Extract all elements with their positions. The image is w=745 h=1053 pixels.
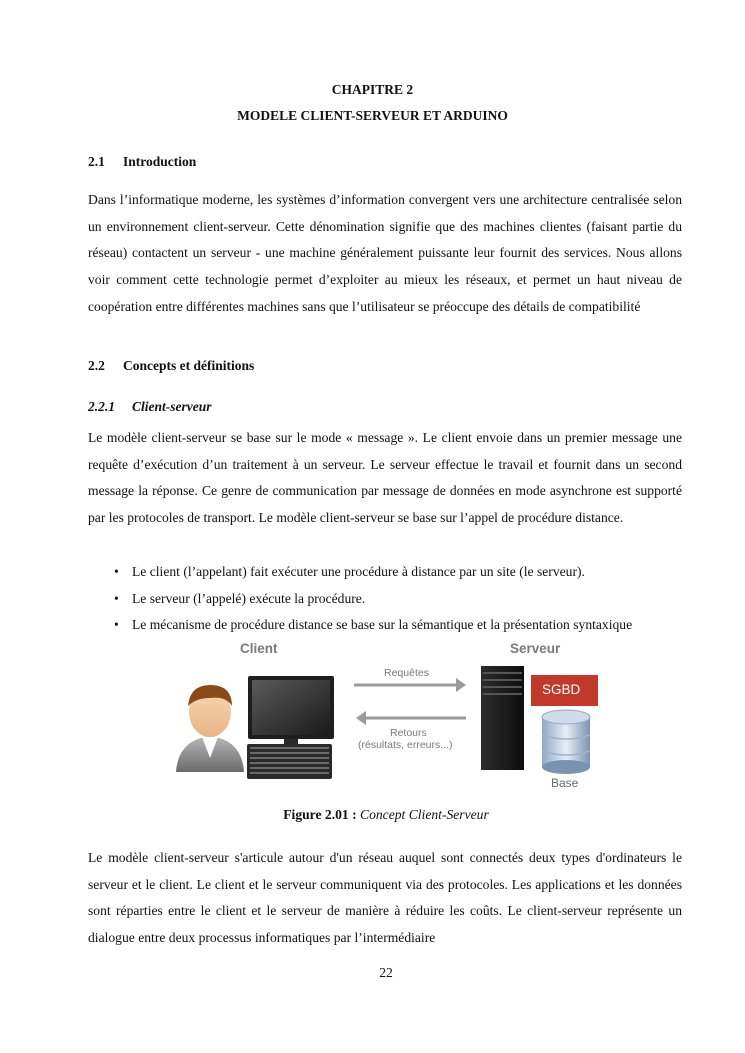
figure-illustration: [170, 640, 600, 792]
subsection-heading-client-serveur: [88, 399, 212, 415]
bullet-icon: •: [114, 564, 119, 579]
figure-caption: [0, 807, 745, 823]
requests-arrow-icon: [354, 678, 466, 692]
section-number: 2.2: [88, 358, 105, 373]
client-server-figure: [170, 640, 600, 792]
page-number: 22: [379, 965, 393, 980]
section-title: Introduction: [123, 154, 197, 169]
chapter-number: CHAPITRE 2: [331, 82, 414, 97]
list-item: • Le mécanisme de procédure distance se base sur la sémantique et la présentation syntaxique: [88, 612, 682, 639]
client-serveur-paragraph: Le modèle client-serveur se base sur le mode « message ». Le client envoie dans un premier message une requête d’exécution d’un traitement à un serveur. Le serveur effectue le travail et fournit dans un second message la réponse. Ce genre de communication par message de données en mode asynchrone est supporté par les protocoles de transport. Le modèle client-serveur se base sur l’appel de procédure distance.: [88, 430, 682, 526]
section-heading-introduction: [88, 154, 196, 170]
list-item: • Le client (l’appelant) fait exécuter une procédure à distance par un site (le serveur).: [88, 559, 682, 586]
server-label: Serveur: [510, 641, 561, 656]
database-icon: [542, 710, 590, 774]
caption-prefix: Figure 2.01 :: [283, 807, 357, 822]
client-label: Client: [240, 641, 278, 656]
returns-arrow-icon: [356, 711, 466, 725]
intro-paragraph: Dans l’informatique moderne, les systèmes d’information convergent vers une architecture centralisée selon un environnement client-serveur. Cette dénomination signifie que des machines clientes (faisant partie du réseau) contactent un serveur - une machine généralement puissante leur fournit des services. Nous allons voir comment cette technologie permet d’exploiter au mieux les réseaux, et permet un haut niveau de coopération entre différentes machines sans que l’utilisateur se préoccupe des détails de compatibilité: [88, 192, 682, 314]
server-tower-icon: [481, 666, 524, 770]
bullet-list: [88, 559, 682, 639]
bullet-icon: •: [114, 617, 119, 633]
returns-detail-label: (résultats, erreurs...): [358, 739, 453, 751]
section-heading-concepts: [88, 358, 254, 374]
caption-text: Concept Client-Serveur: [360, 807, 489, 822]
section-number: 2.1: [88, 154, 105, 169]
list-item: • Le serveur (l’appelé) exécute la procédure.: [88, 586, 682, 613]
chapter-title: MODELE CLIENT-SERVEUR ET ARDUINO: [237, 108, 508, 123]
bullet-icon: •: [114, 590, 119, 606]
after-figure-paragraph: Le modèle client-serveur s'articule autour d'un réseau auquel sont connectés deux types d'ordinateurs le serveur et le client. Le client et le serveur communiquent via des protocoles. Les applications et les données sont réparties entre le client et le serveur de manière à réduire les coûts. Le client-serveur représente un dialogue entre deux processus informatiques par l’intermédiaire: [88, 850, 682, 946]
base-label: Base: [551, 776, 579, 790]
sgbd-label: SGBD: [542, 682, 581, 697]
subsection-number: 2.2.1: [88, 399, 115, 414]
client-computer-icon: [247, 676, 334, 779]
section-title: Concepts et définitions: [123, 358, 255, 373]
subsection-title: Client-serveur: [132, 399, 212, 414]
user-avatar-icon: [176, 685, 244, 772]
requests-label: Requêtes: [384, 667, 429, 679]
returns-label: Retours: [390, 727, 427, 739]
